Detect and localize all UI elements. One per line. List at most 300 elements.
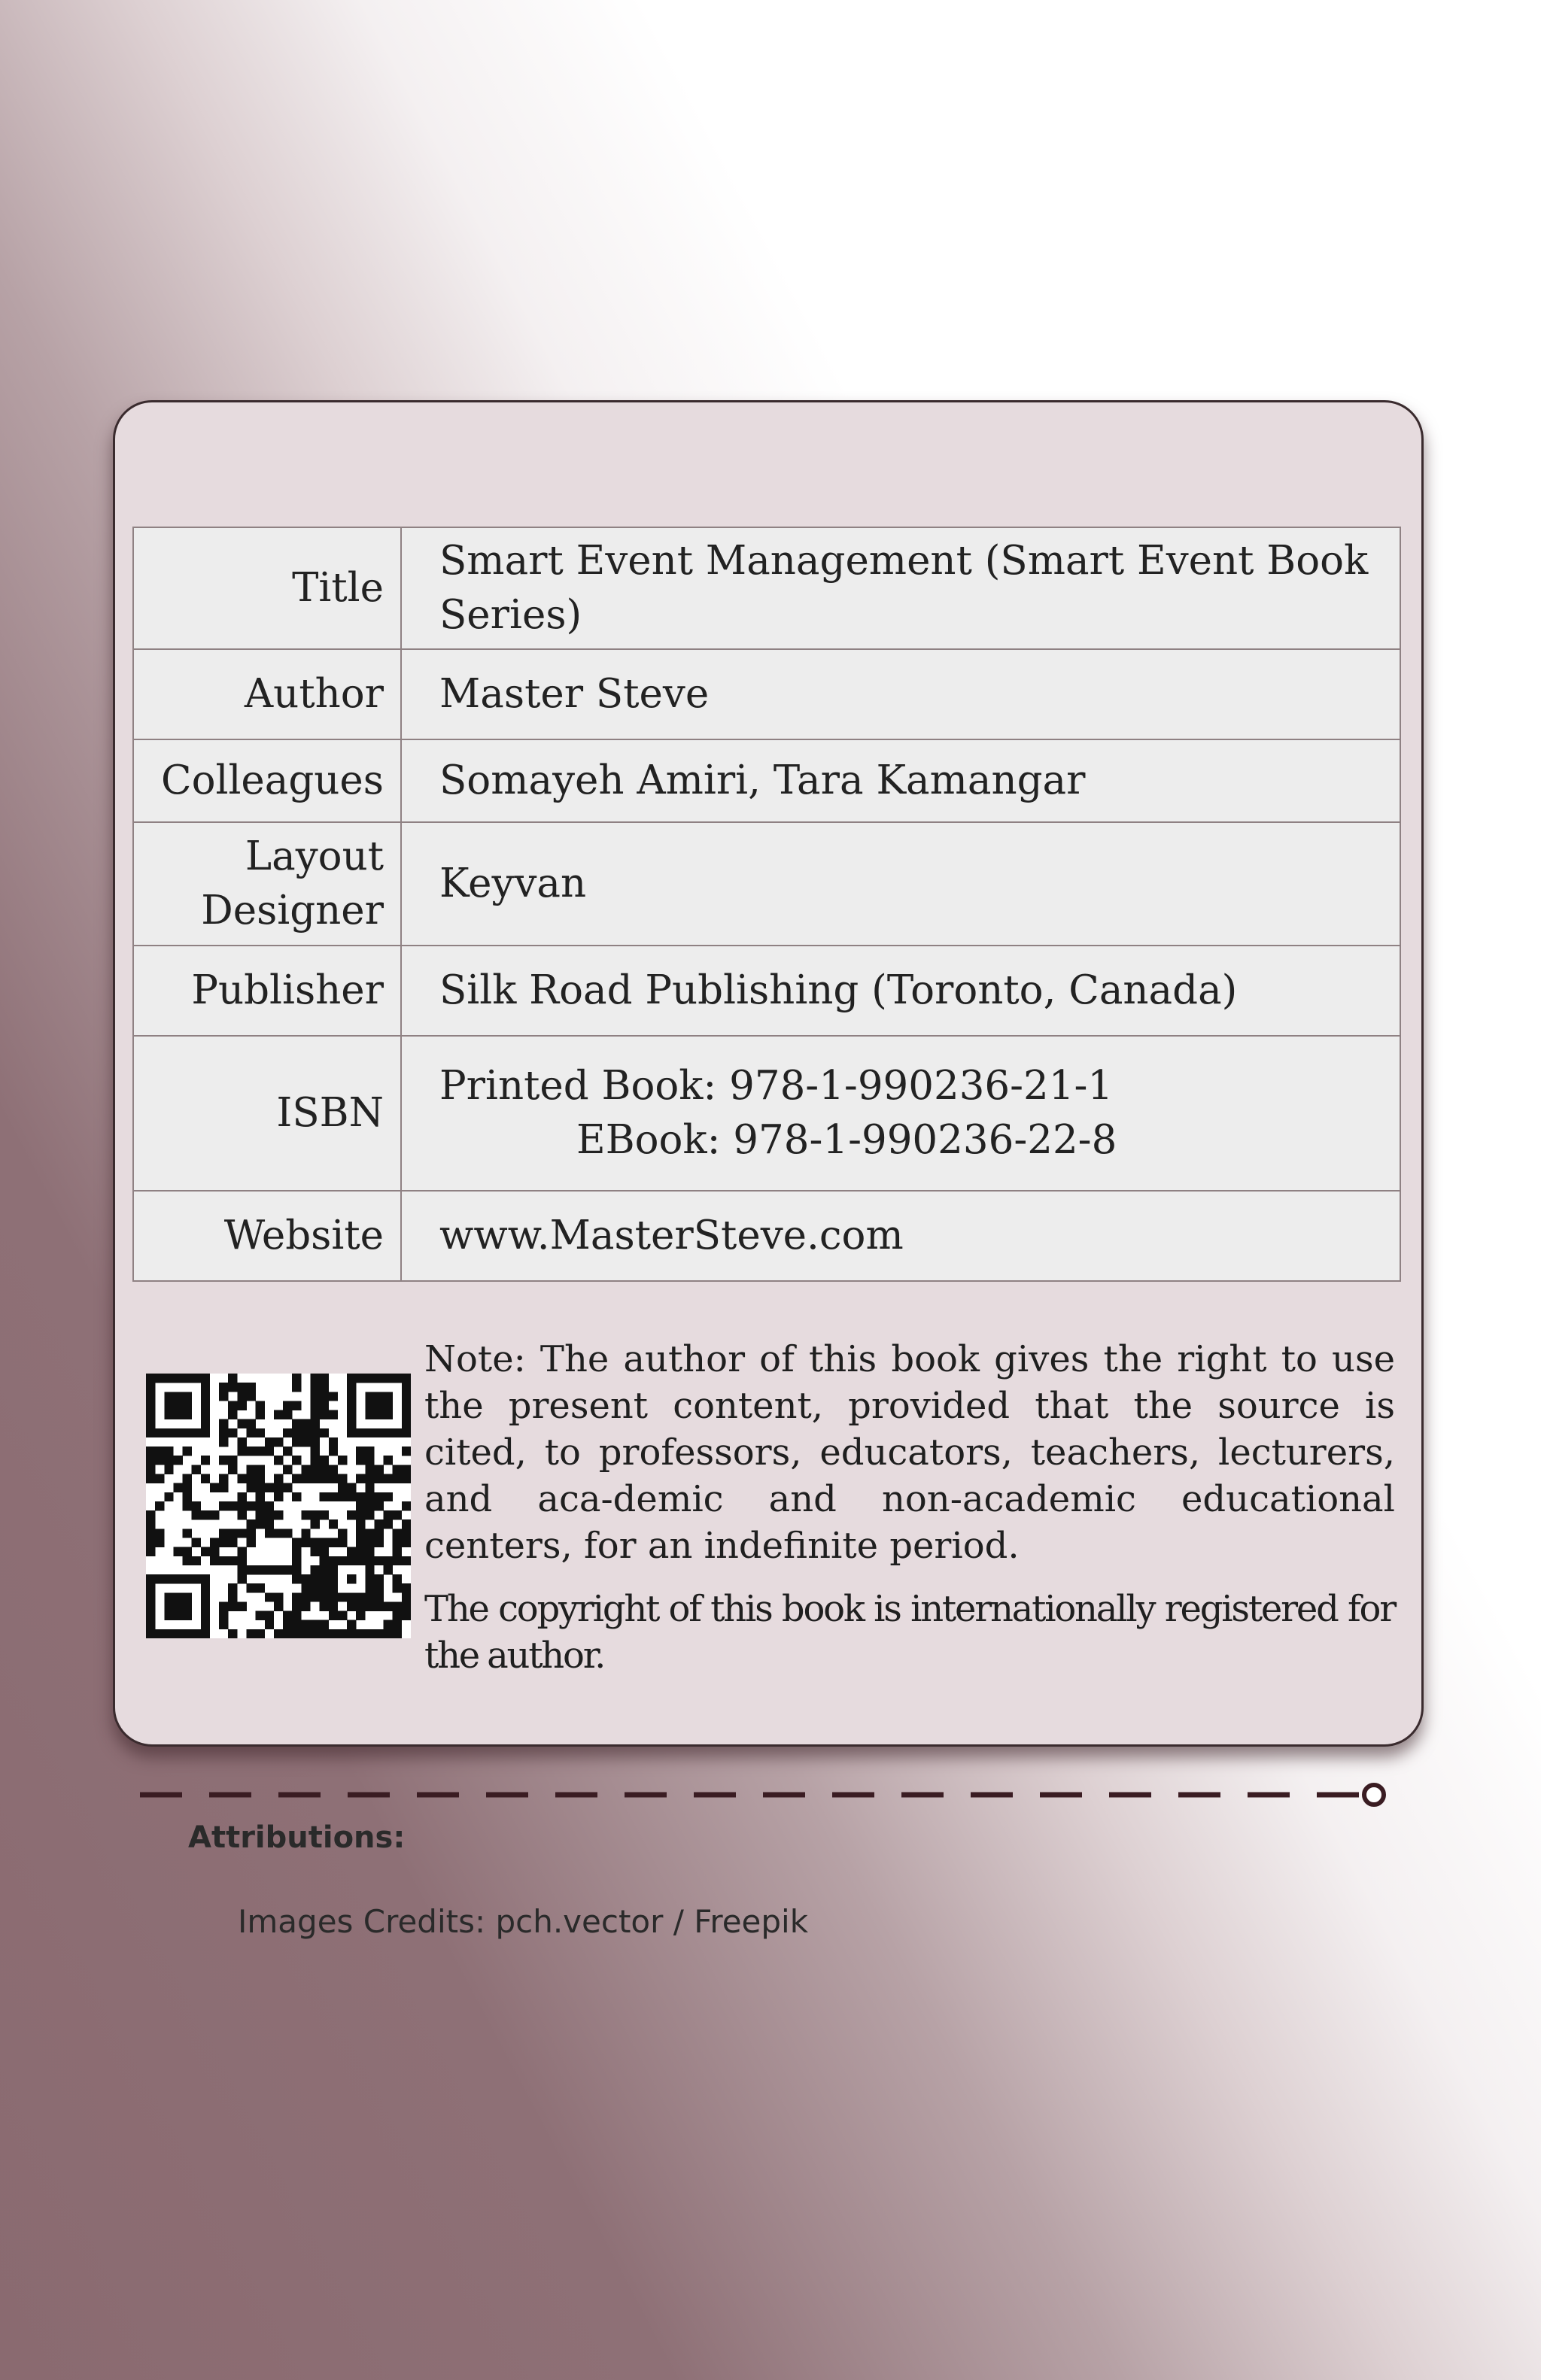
qr-module xyxy=(201,1547,210,1556)
qr-module xyxy=(402,1401,411,1410)
qr-module xyxy=(247,1565,256,1574)
qr-module xyxy=(219,1474,228,1483)
qr-module xyxy=(347,1401,356,1410)
qr-module xyxy=(274,1474,283,1483)
qr-module xyxy=(347,1483,356,1492)
qr-module xyxy=(310,1410,319,1419)
qr-module xyxy=(365,1583,374,1592)
qr-module xyxy=(347,1547,356,1556)
qr-module xyxy=(320,1374,329,1383)
qr-module xyxy=(310,1456,319,1465)
qr-module xyxy=(256,1519,265,1528)
qr-module xyxy=(365,1565,374,1574)
row-label: ISBN xyxy=(133,1036,401,1191)
qr-module xyxy=(228,1401,237,1410)
qr-module xyxy=(210,1538,219,1547)
qr-module xyxy=(283,1410,292,1419)
qr-module xyxy=(393,1601,402,1610)
qr-module xyxy=(201,1592,210,1601)
qr-module xyxy=(310,1519,319,1528)
qr-module xyxy=(192,1501,201,1510)
qr-module xyxy=(310,1392,319,1401)
qr-module xyxy=(247,1419,256,1428)
qr-module xyxy=(329,1538,338,1547)
qr-module xyxy=(192,1510,201,1519)
qr-module xyxy=(365,1456,374,1465)
qr-module xyxy=(393,1474,402,1483)
row-label: Colleagues xyxy=(133,739,401,822)
dashed-divider xyxy=(140,1780,1389,1810)
qr-module xyxy=(247,1519,256,1528)
qr-module xyxy=(310,1620,319,1629)
qr-module xyxy=(310,1447,319,1456)
copyright-paragraph: The copyright of this book is internationally registered for the author. xyxy=(424,1588,1395,1677)
qr-module xyxy=(329,1519,338,1528)
qr-module xyxy=(365,1510,374,1519)
qr-module xyxy=(310,1437,319,1447)
qr-module xyxy=(320,1428,329,1437)
qr-module xyxy=(393,1583,402,1592)
qr-module xyxy=(301,1574,310,1583)
qr-module xyxy=(292,1374,301,1383)
qr-module xyxy=(347,1410,356,1419)
qr-module xyxy=(356,1592,365,1601)
qr-module xyxy=(356,1474,365,1483)
isbn-ebook xyxy=(439,1113,1384,1167)
qr-module xyxy=(256,1565,265,1574)
qr-module xyxy=(228,1538,237,1547)
qr-module xyxy=(146,1583,155,1592)
qr-module xyxy=(173,1611,182,1620)
table-row-title xyxy=(133,527,1400,649)
qr-module xyxy=(173,1456,182,1465)
qr-module xyxy=(274,1437,283,1447)
qr-module xyxy=(338,1556,347,1565)
qr-module xyxy=(347,1510,356,1519)
qr-module xyxy=(201,1456,210,1465)
qr-module xyxy=(347,1592,356,1601)
qr-module xyxy=(402,1410,411,1419)
qr-module xyxy=(274,1492,283,1501)
qr-module xyxy=(384,1492,393,1501)
qr-module xyxy=(320,1592,329,1601)
qr-module xyxy=(228,1428,237,1437)
row-value: Master Steve xyxy=(401,649,1400,739)
qr-module xyxy=(384,1474,393,1483)
qr-module xyxy=(274,1483,283,1492)
qr-module xyxy=(228,1556,237,1565)
qr-module xyxy=(219,1556,228,1565)
note-paragraph: Note: The author of this book gives the right to use the present content, provided that the source is cited, to professors, educators, teachers, lecturers, and aca-demic and non-academic educational centers, for an indefinite period. xyxy=(424,1338,1395,1567)
qr-module xyxy=(374,1519,383,1528)
qr-module xyxy=(155,1456,164,1465)
row-value: www.MasterSteve.com xyxy=(401,1191,1400,1281)
qr-module xyxy=(173,1601,182,1610)
qr-module xyxy=(183,1428,192,1437)
qr-module xyxy=(356,1510,365,1519)
qr-module xyxy=(347,1374,356,1383)
qr-module xyxy=(347,1392,356,1401)
qr-module xyxy=(274,1510,283,1519)
qr-module xyxy=(301,1437,310,1447)
qr-module xyxy=(146,1410,155,1419)
qr-code-icon xyxy=(146,1374,411,1638)
qr-module xyxy=(365,1528,374,1538)
qr-module xyxy=(183,1492,192,1501)
qr-module xyxy=(356,1611,365,1620)
qr-module xyxy=(329,1474,338,1483)
qr-module xyxy=(183,1392,192,1401)
qr-module xyxy=(347,1629,356,1638)
qr-module xyxy=(228,1456,237,1465)
qr-module xyxy=(247,1392,256,1401)
qr-module xyxy=(338,1483,347,1492)
qr-module xyxy=(237,1419,246,1428)
qr-module xyxy=(292,1401,301,1410)
isbn-printed-label: Printed Book: xyxy=(439,1063,717,1109)
qr-module xyxy=(393,1538,402,1547)
qr-module xyxy=(256,1465,265,1474)
qr-module xyxy=(164,1601,173,1610)
qr-module xyxy=(228,1383,237,1392)
qr-module xyxy=(146,1428,155,1437)
qr-module xyxy=(201,1574,210,1583)
qr-module xyxy=(228,1601,237,1610)
qr-module xyxy=(146,1574,155,1583)
qr-module xyxy=(173,1547,182,1556)
qr-module xyxy=(274,1601,283,1610)
qr-module xyxy=(228,1501,237,1510)
qr-module xyxy=(201,1374,210,1383)
qr-module xyxy=(338,1538,347,1547)
qr-module xyxy=(201,1510,210,1519)
qr-module xyxy=(292,1565,301,1574)
qr-module xyxy=(365,1601,374,1610)
qr-module xyxy=(146,1447,155,1456)
qr-module xyxy=(347,1601,356,1610)
qr-module xyxy=(183,1574,192,1583)
qr-module xyxy=(301,1629,310,1638)
row-label: Author xyxy=(133,649,401,739)
qr-module xyxy=(164,1456,173,1465)
qr-module xyxy=(365,1547,374,1556)
qr-module xyxy=(201,1611,210,1620)
qr-module xyxy=(356,1492,365,1501)
qr-module xyxy=(384,1456,393,1465)
qr-module xyxy=(201,1410,210,1419)
qr-module xyxy=(365,1428,374,1437)
qr-module xyxy=(320,1565,329,1574)
qr-module xyxy=(310,1574,319,1583)
qr-module xyxy=(183,1447,192,1456)
qr-module xyxy=(164,1410,173,1419)
qr-module xyxy=(237,1447,246,1456)
qr-module xyxy=(146,1601,155,1610)
qr-module xyxy=(310,1547,319,1556)
qr-module xyxy=(219,1601,228,1610)
qr-module xyxy=(228,1410,237,1419)
qr-module xyxy=(247,1383,256,1392)
qr-module xyxy=(384,1374,393,1383)
qr-module xyxy=(192,1629,201,1638)
qr-module xyxy=(228,1528,237,1538)
qr-module xyxy=(356,1519,365,1528)
qr-module xyxy=(301,1601,310,1610)
qr-module xyxy=(393,1510,402,1519)
qr-module xyxy=(155,1538,164,1547)
qr-module xyxy=(146,1465,155,1474)
qr-module xyxy=(329,1447,338,1456)
qr-module xyxy=(310,1419,319,1428)
qr-module xyxy=(301,1474,310,1483)
qr-module xyxy=(310,1583,319,1592)
qr-module xyxy=(356,1374,365,1383)
qr-module xyxy=(228,1583,237,1592)
qr-module xyxy=(146,1374,155,1383)
qr-module xyxy=(201,1392,210,1401)
qr-module xyxy=(393,1574,402,1583)
qr-module xyxy=(320,1492,329,1501)
qr-module xyxy=(301,1538,310,1547)
qr-module xyxy=(365,1629,374,1638)
qr-module xyxy=(347,1428,356,1437)
image-credit: Images Credits: pch.vector / Freepik xyxy=(238,1903,809,1940)
qr-module xyxy=(219,1437,228,1447)
qr-module xyxy=(329,1583,338,1592)
qr-module xyxy=(292,1592,301,1601)
qr-module xyxy=(310,1428,319,1437)
qr-module xyxy=(347,1556,356,1565)
qr-module xyxy=(283,1620,292,1629)
qr-module xyxy=(356,1501,365,1510)
qr-module xyxy=(310,1510,319,1519)
qr-module xyxy=(329,1437,338,1447)
qr-module xyxy=(329,1601,338,1610)
qr-module xyxy=(393,1556,402,1565)
qr-module xyxy=(320,1510,329,1519)
qr-module xyxy=(219,1419,228,1428)
qr-module xyxy=(329,1392,338,1401)
qr-module xyxy=(164,1401,173,1410)
qr-module xyxy=(365,1574,374,1583)
isbn-ebook-value: 978-1-990236-22-8 xyxy=(733,1117,1117,1163)
qr-module xyxy=(183,1374,192,1383)
qr-module xyxy=(237,1437,246,1447)
qr-module xyxy=(356,1547,365,1556)
qr-module xyxy=(310,1465,319,1474)
qr-module xyxy=(365,1401,374,1410)
qr-module xyxy=(183,1611,192,1620)
qr-module xyxy=(402,1501,411,1510)
qr-module xyxy=(274,1528,283,1538)
qr-module xyxy=(201,1428,210,1437)
qr-module xyxy=(201,1620,210,1629)
qr-module xyxy=(402,1419,411,1428)
qr-module xyxy=(192,1556,201,1565)
qr-module xyxy=(393,1620,402,1629)
qr-module xyxy=(247,1483,256,1492)
qr-module xyxy=(338,1492,347,1501)
qr-module xyxy=(173,1574,182,1583)
qr-module xyxy=(219,1456,228,1465)
qr-module xyxy=(329,1492,338,1501)
qr-module xyxy=(347,1574,356,1583)
qr-module xyxy=(374,1465,383,1474)
qr-module xyxy=(292,1437,301,1447)
qr-module xyxy=(320,1629,329,1638)
qr-module xyxy=(374,1528,383,1538)
qr-module xyxy=(320,1601,329,1610)
qr-module xyxy=(247,1583,256,1592)
qr-module xyxy=(146,1528,155,1538)
qr-module xyxy=(237,1401,246,1410)
qr-module xyxy=(320,1410,329,1419)
qr-module xyxy=(301,1428,310,1437)
qr-module xyxy=(402,1601,411,1610)
qr-module xyxy=(301,1465,310,1474)
qr-module xyxy=(301,1583,310,1592)
qr-module xyxy=(402,1583,411,1592)
qr-module xyxy=(402,1528,411,1538)
qr-module xyxy=(210,1510,219,1519)
qr-module xyxy=(247,1538,256,1547)
qr-module xyxy=(301,1592,310,1601)
qr-module xyxy=(329,1574,338,1583)
qr-module xyxy=(155,1447,164,1456)
qr-module xyxy=(265,1510,274,1519)
qr-module xyxy=(247,1447,256,1456)
qr-module xyxy=(155,1574,164,1583)
qr-module xyxy=(265,1501,274,1510)
qr-module xyxy=(183,1547,192,1556)
qr-module xyxy=(374,1538,383,1547)
qr-module xyxy=(146,1629,155,1638)
qr-module xyxy=(393,1528,402,1538)
qr-module xyxy=(173,1410,182,1419)
row-label: Title xyxy=(133,527,401,649)
qr-module xyxy=(146,1401,155,1410)
qr-module xyxy=(228,1592,237,1601)
qr-module xyxy=(164,1611,173,1620)
qr-module xyxy=(256,1474,265,1483)
qr-module xyxy=(384,1565,393,1574)
qr-module xyxy=(310,1474,319,1483)
qr-module xyxy=(393,1465,402,1474)
qr-module xyxy=(237,1601,246,1610)
qr-module xyxy=(402,1447,411,1456)
qr-module xyxy=(374,1410,383,1419)
qr-module xyxy=(173,1374,182,1383)
row-label: Layout Designer xyxy=(133,822,401,946)
qr-module xyxy=(183,1401,192,1410)
qr-module xyxy=(228,1629,237,1638)
qr-module xyxy=(201,1474,210,1483)
qr-module xyxy=(338,1456,347,1465)
qr-module xyxy=(292,1556,301,1565)
qr-module xyxy=(283,1611,292,1620)
qr-module xyxy=(183,1528,192,1538)
qr-module xyxy=(402,1392,411,1401)
qr-module xyxy=(384,1519,393,1528)
qr-module xyxy=(265,1437,274,1447)
qr-module xyxy=(155,1629,164,1638)
qr-module xyxy=(347,1383,356,1392)
qr-module xyxy=(374,1474,383,1483)
qr-module xyxy=(237,1565,246,1574)
qr-module xyxy=(292,1547,301,1556)
qr-module xyxy=(338,1629,347,1638)
qr-module xyxy=(164,1574,173,1583)
qr-module xyxy=(365,1465,374,1474)
qr-module xyxy=(402,1428,411,1437)
qr-module xyxy=(183,1556,192,1565)
qr-module xyxy=(320,1401,329,1410)
qr-module xyxy=(183,1501,192,1510)
qr-module xyxy=(201,1601,210,1610)
qr-module xyxy=(146,1519,155,1528)
qr-module xyxy=(173,1392,182,1401)
qr-module xyxy=(365,1474,374,1483)
qr-module xyxy=(183,1629,192,1638)
qr-module xyxy=(402,1519,411,1528)
qr-module xyxy=(292,1474,301,1483)
row-value: Silk Road Publishing (Toronto, Canada) xyxy=(401,946,1400,1036)
qr-module xyxy=(374,1601,383,1610)
qr-module xyxy=(329,1611,338,1620)
qr-module xyxy=(237,1392,246,1401)
qr-module xyxy=(219,1611,228,1620)
qr-module xyxy=(292,1428,301,1437)
qr-module xyxy=(374,1492,383,1501)
qr-module xyxy=(292,1492,301,1501)
qr-module xyxy=(146,1456,155,1465)
qr-module xyxy=(338,1592,347,1601)
qr-module xyxy=(283,1447,292,1456)
qr-module xyxy=(237,1383,246,1392)
qr-module xyxy=(320,1465,329,1474)
qr-module xyxy=(183,1474,192,1483)
qr-module xyxy=(201,1419,210,1428)
qr-module xyxy=(301,1419,310,1428)
qr-module xyxy=(219,1383,228,1392)
qr-module xyxy=(256,1428,265,1437)
qr-module xyxy=(247,1465,256,1474)
qr-module xyxy=(347,1492,356,1501)
qr-module xyxy=(365,1501,374,1510)
qr-module xyxy=(219,1392,228,1401)
qr-module xyxy=(173,1428,182,1437)
qr-module xyxy=(228,1465,237,1474)
row-value: Smart Event Management (Smart Event Book Series) xyxy=(401,527,1400,649)
qr-module xyxy=(173,1401,182,1410)
qr-module xyxy=(292,1383,301,1392)
qr-module xyxy=(310,1401,319,1410)
qr-module xyxy=(283,1483,292,1492)
qr-module xyxy=(374,1592,383,1601)
qr-module xyxy=(356,1556,365,1565)
qr-module xyxy=(393,1547,402,1556)
qr-module xyxy=(374,1583,383,1592)
qr-module xyxy=(164,1392,173,1401)
qr-module xyxy=(256,1629,265,1638)
qr-module xyxy=(192,1428,201,1437)
qr-module xyxy=(283,1401,292,1410)
qr-module xyxy=(237,1501,246,1510)
qr-module xyxy=(374,1629,383,1638)
qr-module xyxy=(320,1392,329,1401)
qr-module xyxy=(329,1565,338,1574)
table-row-publisher xyxy=(133,946,1400,1036)
